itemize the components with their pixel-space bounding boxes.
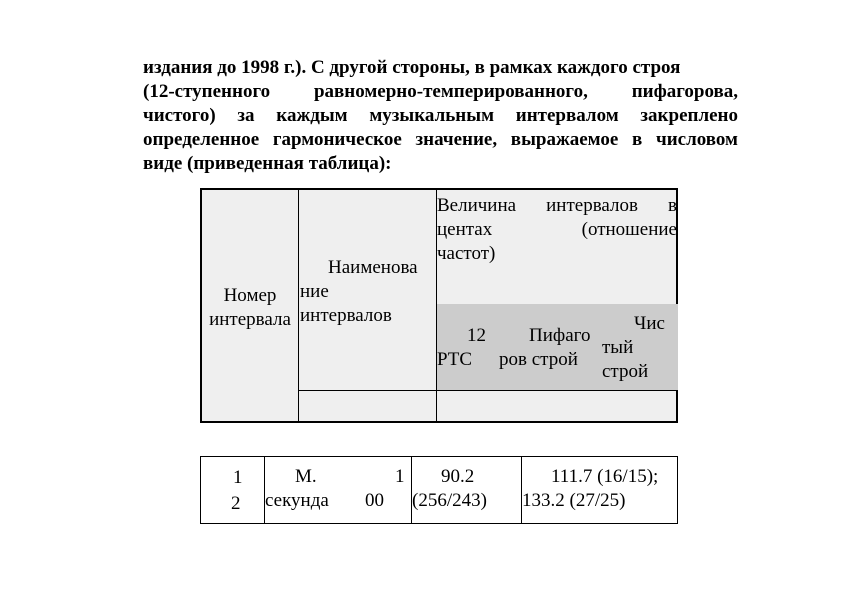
header-text: частот) xyxy=(437,243,496,264)
paragraph-line: (12-ступенного равномерно-темперированного, пифагорова, xyxy=(143,81,738,102)
cell-text: 1 xyxy=(395,466,405,487)
header-text: интервала xyxy=(209,309,291,330)
cell-text: 1 xyxy=(233,467,243,488)
cell-text: 2 xyxy=(231,493,241,514)
header-number-cell xyxy=(202,284,298,332)
row-pyth-cell xyxy=(412,465,522,513)
cell-text: (256/243) xyxy=(412,490,487,511)
intervals-table-header xyxy=(200,188,678,423)
paragraph-line: издания до 1998 г.). С другой стороны, в рамках каждого строя xyxy=(143,57,681,78)
header-text: 12 xyxy=(467,325,486,346)
table-divider xyxy=(299,390,678,391)
header-text: Наименова xyxy=(328,257,418,278)
header-text: Чис xyxy=(634,313,665,334)
cell-text: секунда xyxy=(265,490,329,511)
header-text: центах (отношение xyxy=(437,219,677,240)
header-text: Номер xyxy=(223,285,277,306)
paragraph-line: определенное гармоническое значение, выражаемое в числовом xyxy=(143,129,738,150)
cell-text: 00 xyxy=(365,490,384,511)
row-rts-cell xyxy=(365,465,411,513)
table-divider xyxy=(298,190,299,423)
header-text: Пифаго xyxy=(529,325,591,346)
subheader-pure xyxy=(602,312,678,384)
header-text: РТС xyxy=(437,349,473,370)
cell-text: 90.2 xyxy=(441,466,475,487)
header-text: интервалов xyxy=(300,305,392,326)
cell-text: 111.7 (16/15); xyxy=(551,466,659,487)
row-number-cell xyxy=(201,465,264,517)
header-name-cell xyxy=(300,256,433,328)
subheader-pythagorean xyxy=(499,324,603,372)
body-paragraph xyxy=(143,56,738,176)
row-name-cell xyxy=(265,465,365,513)
subheader-12rts xyxy=(437,324,495,372)
paragraph-line: виде (приведенная таблица): xyxy=(143,153,392,174)
header-text: тый xyxy=(602,337,634,358)
header-value-cell xyxy=(437,194,677,266)
header-text: строй xyxy=(602,361,649,382)
header-text: ние xyxy=(300,281,329,302)
intervals-table-row xyxy=(200,456,678,524)
header-text: Величина интервалов в xyxy=(437,195,677,216)
row-pure-cell xyxy=(522,465,678,513)
header-text: ров строй xyxy=(499,349,578,370)
cell-text: 133.2 (27/25) xyxy=(522,490,626,511)
paragraph-line: чистого) за каждым музыкальным интервалом закреплено xyxy=(143,105,738,126)
cell-text: М. xyxy=(295,466,317,487)
